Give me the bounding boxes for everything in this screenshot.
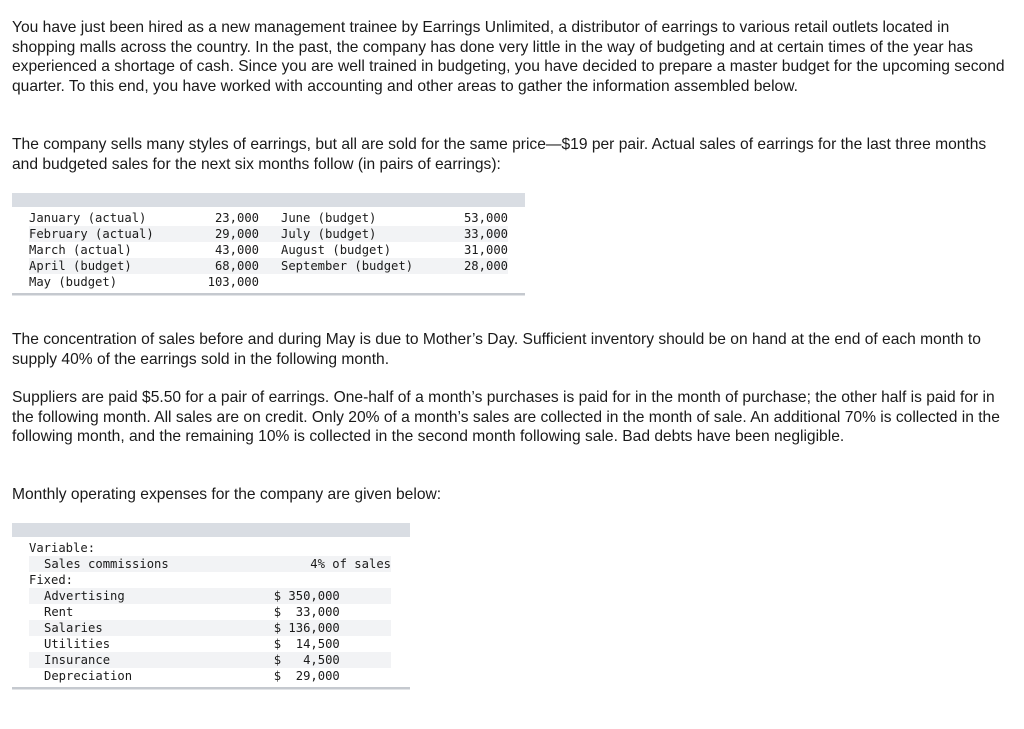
expense-value: $ 14,500 bbox=[273, 637, 340, 651]
expense-row bbox=[29, 604, 391, 620]
concentration-paragraph: The concentration of sales before and during May is due to Mother’s Day. Sufficient inventory should be on hand at the end of each month to supply 40% of the earrings sold in the following month. bbox=[12, 331, 981, 368]
month-label: March (actual) bbox=[29, 243, 132, 257]
expense-row bbox=[29, 668, 391, 684]
sales-table-header bbox=[12, 193, 525, 207]
month-label: July (budget) bbox=[281, 227, 377, 241]
expense-label: Depreciation bbox=[44, 669, 133, 683]
sales-value: 33,000 bbox=[463, 227, 508, 241]
expense-label: Advertising bbox=[44, 589, 125, 603]
expense-table bbox=[12, 523, 410, 690]
expense-row bbox=[29, 636, 391, 652]
sales-row bbox=[29, 274, 508, 290]
sales-value: 28,000 bbox=[463, 259, 508, 273]
sales-value bbox=[431, 274, 508, 290]
expense-label: Utilities bbox=[44, 637, 111, 651]
expense-row bbox=[29, 620, 391, 636]
month-label: April (budget) bbox=[29, 259, 132, 273]
sales-value: 29,000 bbox=[214, 227, 259, 241]
expense-value: $ 4,500 bbox=[273, 653, 340, 667]
problem-text bbox=[12, 18, 1012, 96]
expense-row bbox=[29, 588, 391, 604]
suppliers-section bbox=[12, 388, 1012, 447]
concentration-section bbox=[12, 330, 1012, 369]
commissions-value: 4% of sales bbox=[310, 557, 391, 571]
expense-table-body bbox=[29, 540, 391, 684]
month-label: September (budget) bbox=[281, 259, 414, 273]
sales-table bbox=[12, 193, 525, 296]
sales-value: 103,000 bbox=[207, 275, 259, 289]
sales-table-footer bbox=[12, 293, 525, 296]
sales-value: 53,000 bbox=[463, 211, 508, 225]
fixed-label: Fixed: bbox=[29, 573, 74, 587]
month-label: May (budget) bbox=[29, 275, 118, 289]
expense-row-variable bbox=[29, 540, 391, 556]
month-label: August (budget) bbox=[281, 243, 392, 257]
truncated-next-line bbox=[12, 718, 1012, 729]
expense-value: $ 350,000 bbox=[273, 589, 340, 603]
intro-paragraph: You have just been hired as a new management trainee by Earrings Unlimited, a distributor of earrings to various retail outlets located in shopping malls across the country. In the past, the company has done very little in the way of budgeting and at certain times of the year has experienced a shortage of cash. Since you are well trained in budgeting, you have decided to prepare a master budget for the upcoming second quarter. To this end, you have worked with accounting and other areas to gather the information assembled below. bbox=[12, 19, 1005, 95]
sales-value: 23,000 bbox=[214, 211, 259, 225]
expense-row-fixed bbox=[29, 572, 391, 588]
sales-table-body bbox=[29, 210, 508, 290]
sales-value: 31,000 bbox=[463, 243, 508, 257]
price-paragraph: The company sells many styles of earrings, but all are sold for the same price—$19 per pair. Actual sales of earrings for the last three months and budgeted sales for the next six months follow (in pairs of earrings): bbox=[12, 136, 987, 173]
price-section bbox=[12, 135, 1012, 174]
expense-value: $ 136,000 bbox=[273, 621, 340, 635]
month-label: June (budget) bbox=[281, 211, 377, 225]
expense-value: $ 29,000 bbox=[273, 669, 340, 683]
sales-row bbox=[29, 242, 508, 258]
sales-row bbox=[29, 210, 508, 226]
month-label: January (actual) bbox=[29, 211, 147, 225]
expense-value: $ 33,000 bbox=[273, 605, 340, 619]
expense-label: Rent bbox=[44, 605, 74, 619]
expense-row-commissions bbox=[29, 556, 391, 572]
sales-row bbox=[29, 226, 508, 242]
sales-value: 68,000 bbox=[214, 259, 259, 273]
sales-value: 43,000 bbox=[214, 243, 259, 257]
expense-row bbox=[29, 652, 391, 668]
commissions-label: Sales commissions bbox=[44, 557, 169, 571]
sales-row bbox=[29, 258, 508, 274]
month-label bbox=[281, 274, 431, 290]
variable-label: Variable: bbox=[29, 541, 96, 555]
expense-label: Insurance bbox=[44, 653, 111, 667]
month-label: February (actual) bbox=[29, 227, 154, 241]
expenses-intro-paragraph: Monthly operating expenses for the company are given below: bbox=[12, 486, 442, 503]
expense-table-header bbox=[12, 523, 410, 537]
expenses-intro-section bbox=[12, 485, 1012, 505]
expense-label: Salaries bbox=[44, 621, 103, 635]
suppliers-paragraph: Suppliers are paid $5.50 for a pair of earrings. One-half of a month’s purchases is paid for in the month of purchase; the other half is paid for in the following month. All sales are on credit. Only 20% of a month’s sales are collected in the month of sale. An additional 70% is collected in the following month, and the remaining 10% is collected in the second month following sale. Bad debts have been negligible. bbox=[12, 389, 1000, 445]
expense-table-footer bbox=[12, 687, 410, 690]
